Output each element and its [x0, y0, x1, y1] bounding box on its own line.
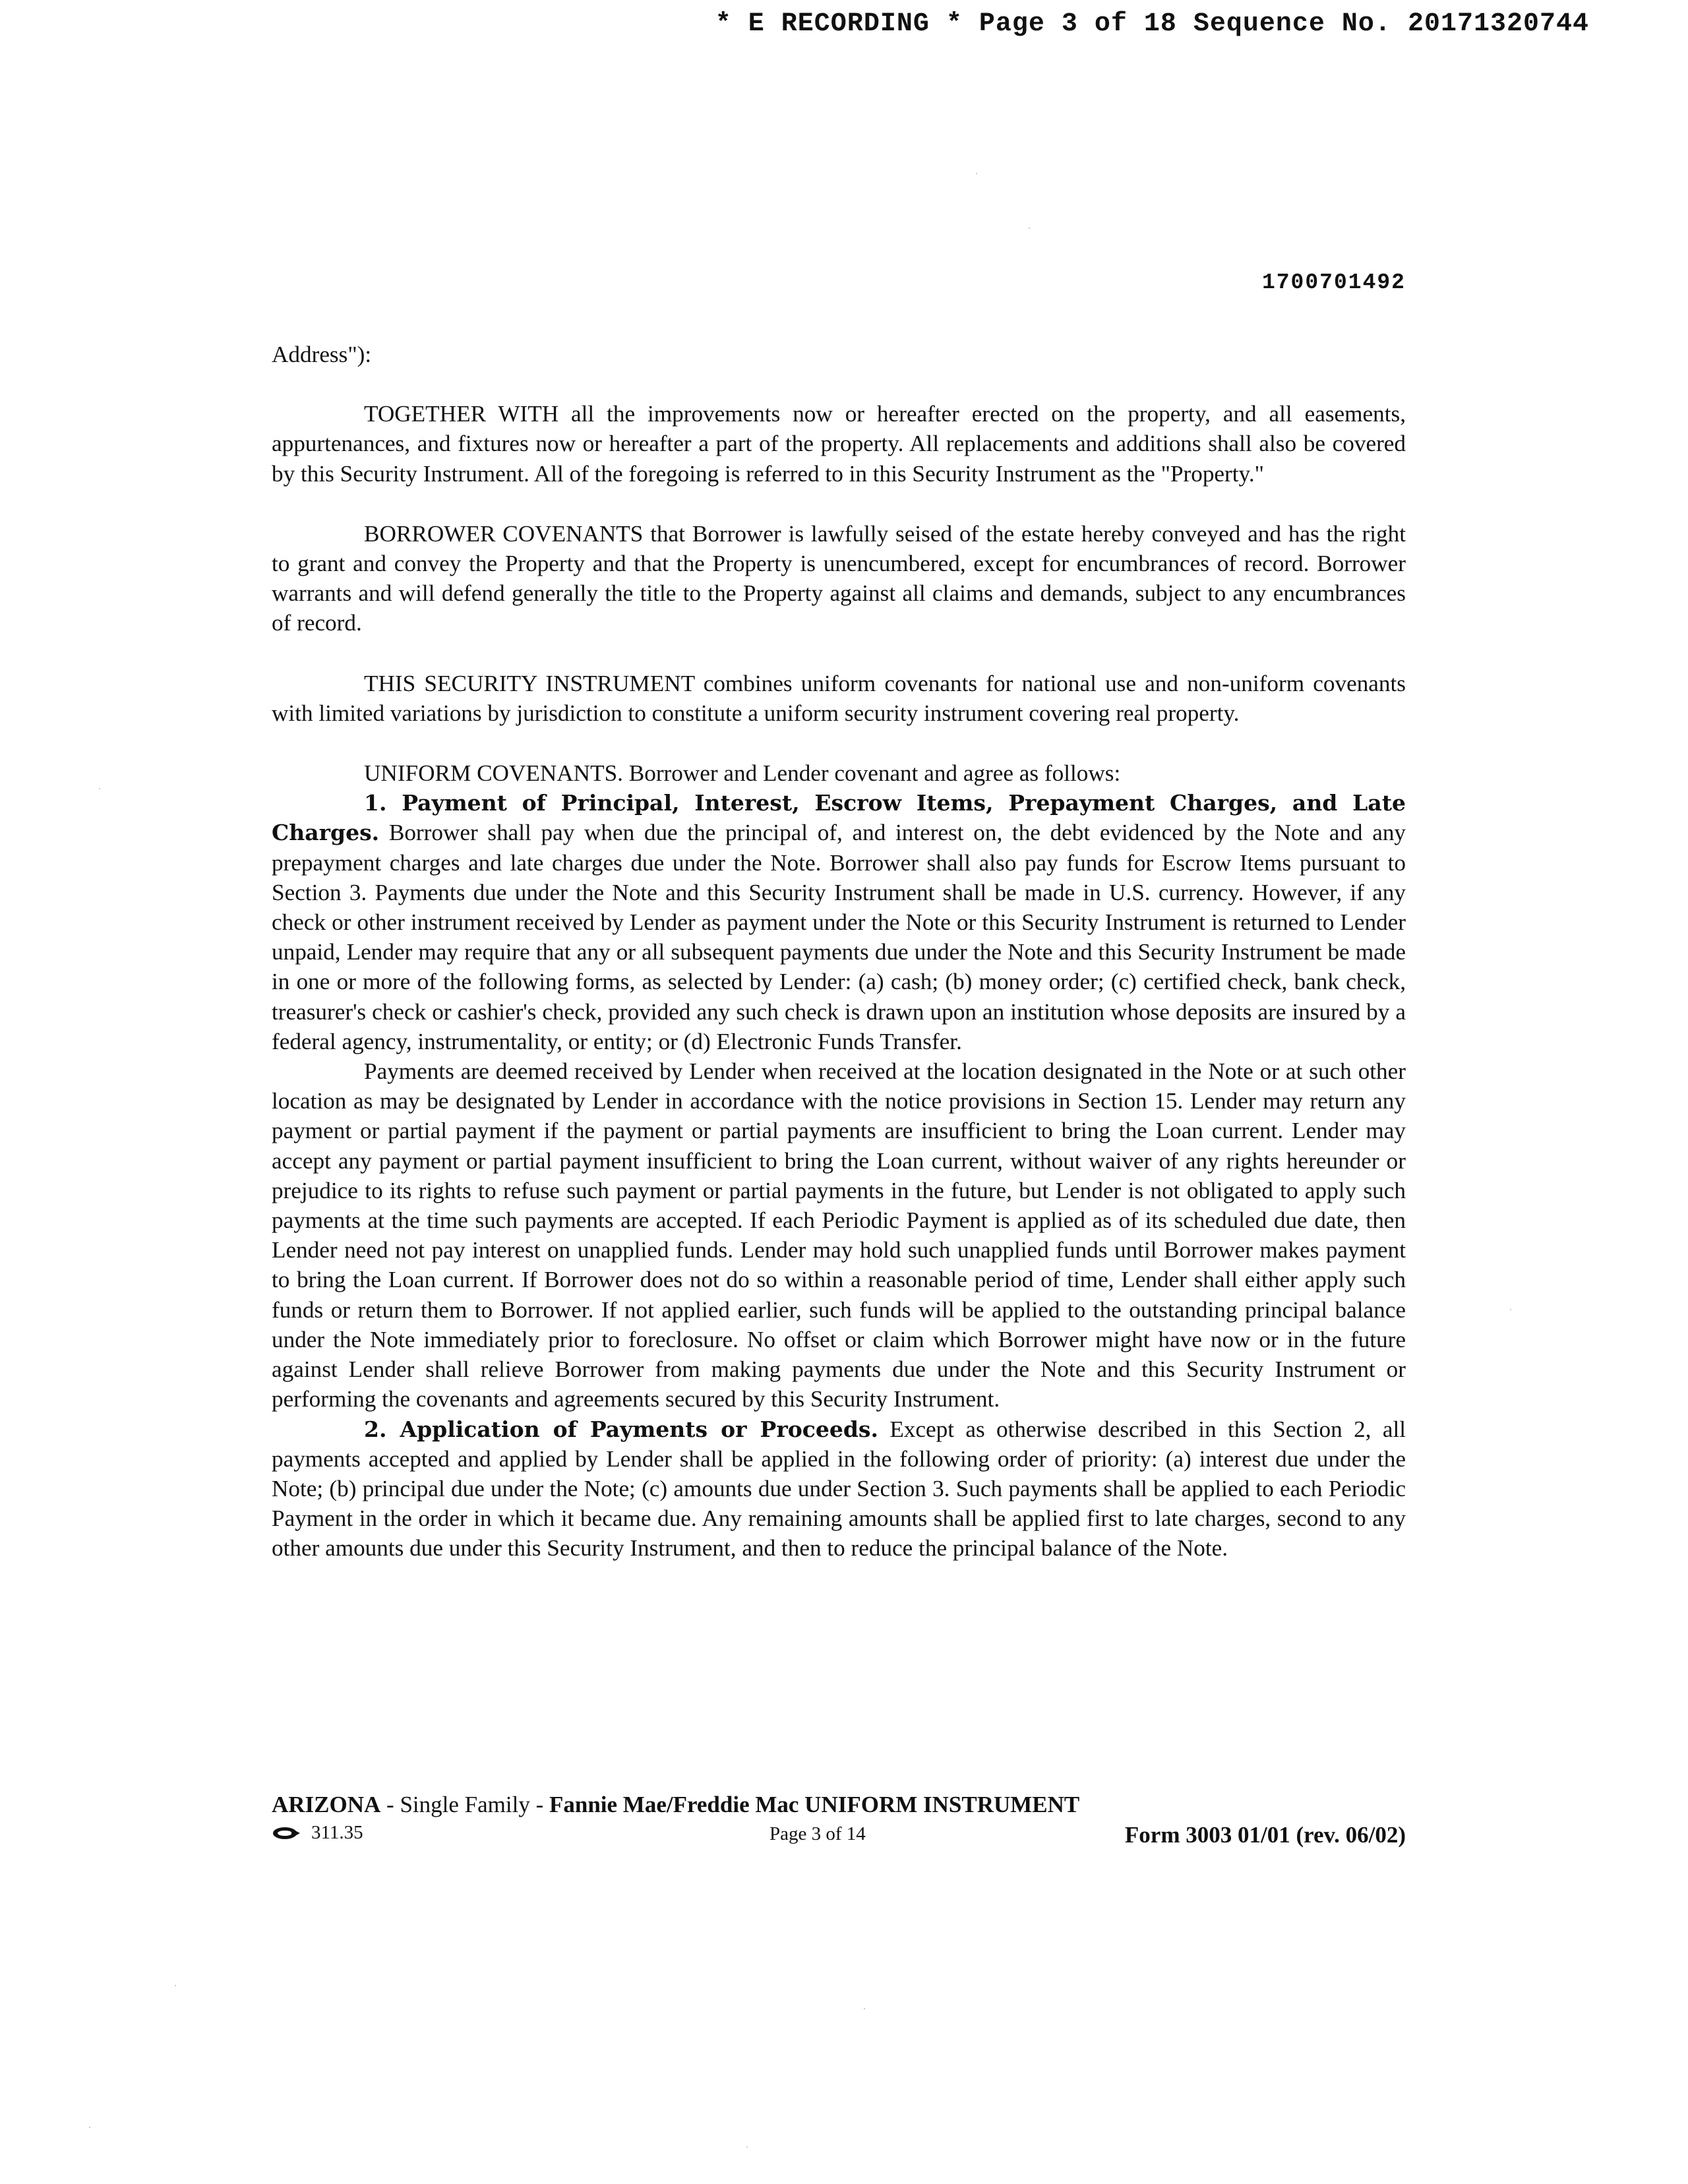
- scan-speck: [1029, 228, 1030, 229]
- footer-page-number: Page 3 of 14: [769, 1823, 866, 1844]
- together-with-paragraph: TOGETHER WITH all the improvements now or hereafter erected on the property, and all easements, appurtenances, and fixtures now or hereafter a part of the property. All replacements and additions shall also be covered by this Security Instrument. All of the foregoing is referred to in this Security Instrument as the "Property.": [272, 401, 1406, 487]
- form-footer: [272, 1792, 1406, 1854]
- address-fragment: Address"):: [272, 342, 372, 367]
- footer-state: ARIZONA: [272, 1792, 381, 1817]
- section-2-heading: 2. Application of Payments or Proceeds.: [364, 1416, 878, 1442]
- footer-separator: - Single Family -: [380, 1792, 549, 1817]
- borrower-covenants-paragraph: BORROWER COVENANTS that Borrower is lawfully seised of the estate hereby conveyed and has the right to grant and convey the Property and that the Property is unencumbered, except for encumbrances of record. Borrower warrants and will defend generally the title to the Property against all claims and demands, subject to any encumbrances of record.: [272, 520, 1406, 636]
- section-1-heading: 1. Payment of Principal, Interest, Escrow Items, Prepayment Charges, and Late Charges.: [272, 790, 1406, 846]
- section-1-text: Borrower shall pay when due the principal of, and interest on, the debt evidenced by the Note and any prepayment charges and late charges due under the Note. Borrower shall also pay funds for Escrow Items pursuant to Section 3. Payments due under the Note and this Security Instrument shall be made in U.S. currency. However, if any check or other instrument received by Lender as payment under the Note or this Security Instrument is returned to Lender unpaid, Lender may require that any or all subsequent payments due under the Note and this Security Instrument be made in one or more of the following forms, as selected by Lender: (a) cash; (b) money order; (c) certified check, bank check, treasurer's check or cashier's check, provided any such check is drawn upon an institution whose deposits are insured by a federal agency, instrumentality, or entity; or (d) Electronic Funds Transfer.: [272, 820, 1406, 1054]
- scan-speck: [175, 1985, 176, 1986]
- document-body: [272, 340, 1406, 1563]
- footer-form-number: Form 3003 01/01 (rev. 06/02): [1124, 1822, 1406, 1848]
- scan-speck: [1510, 1309, 1511, 1310]
- loan-number: 1700701492: [1261, 270, 1406, 295]
- scan-speck: [864, 2008, 865, 2009]
- scan-speck: [746, 2146, 748, 2148]
- footer-title: [272, 1792, 1406, 1818]
- footer-program: Fannie Mae/Freddie Mac UNIFORM INSTRUMENT: [549, 1792, 1080, 1817]
- footer-meta: [272, 1822, 1406, 1854]
- footer-form-code: [272, 1822, 363, 1844]
- section-2-text: Except as otherwise described in this Section 2, all payments accepted and applied by Lender shall be applied in the following order of priority: (a) interest due under the Note; (b) principal due under the Note; (c) amounts due under Section 3. Such payments shall be applied to each Periodic Payment in the order in which it became due. Any remaining amounts shall be applied first to late charges, second to any other amounts due under this Security Instrument, and then to reduce the principal balance of the Note.: [272, 1416, 1406, 1562]
- section-1-paragraph: [272, 788, 1406, 1056]
- scan-speck: [976, 173, 977, 174]
- form-code-text: 311.35: [311, 1822, 363, 1843]
- form-vendor-logo-icon: [272, 1826, 301, 1840]
- security-instrument-paragraph: THIS SECURITY INSTRUMENT combines uniform covenants for national use and non-uniform covenants with limited variations by jurisdiction to constitute a uniform security instrument covering real property.: [272, 670, 1406, 726]
- scan-speck: [89, 2127, 90, 2128]
- section-2-paragraph: [272, 1414, 1406, 1563]
- uniform-covenants-intro: UNIFORM COVENANTS. Borrower and Lender covenant and agree as follows:: [364, 760, 1121, 787]
- recording-stamp: * E RECORDING * Page 3 of 18 Sequence No. 20171320744: [715, 9, 1589, 39]
- section-1-continuation: Payments are deemed received by Lender when received at the location designated in the Note or at such other location as may be designated by Lender in accordance with the notice provisions in Section 15. Lender may return any payment or partial payment if the payment or partial payments are insufficient to bring the Loan current. Lender may accept any payment or partial payment insufficient to bring the Loan current, without waiver of any rights hereunder or prejudice to its rights to refuse such payment or partial payments in the future, but Lender is not obligated to apply such payments at the time such payments are accepted. If each Periodic Payment is applied as of its scheduled due date, then Lender need not pay interest on unapplied funds. Lender may hold such unapplied funds until Borrower makes payment to bring the Loan current. If Borrower does not do so within a reasonable period of time, Lender shall either apply such funds or return them to Borrower. If not applied earlier, such funds will be applied to the outstanding principal balance under the Note immediately prior to foreclosure. No offset or claim which Borrower might have now or in the future against Lender shall relieve Borrower from making payments due under the Note and this Security Instrument or performing the covenants and agreements secured by this Security Instrument.: [272, 1058, 1406, 1412]
- scan-speck: [99, 788, 100, 789]
